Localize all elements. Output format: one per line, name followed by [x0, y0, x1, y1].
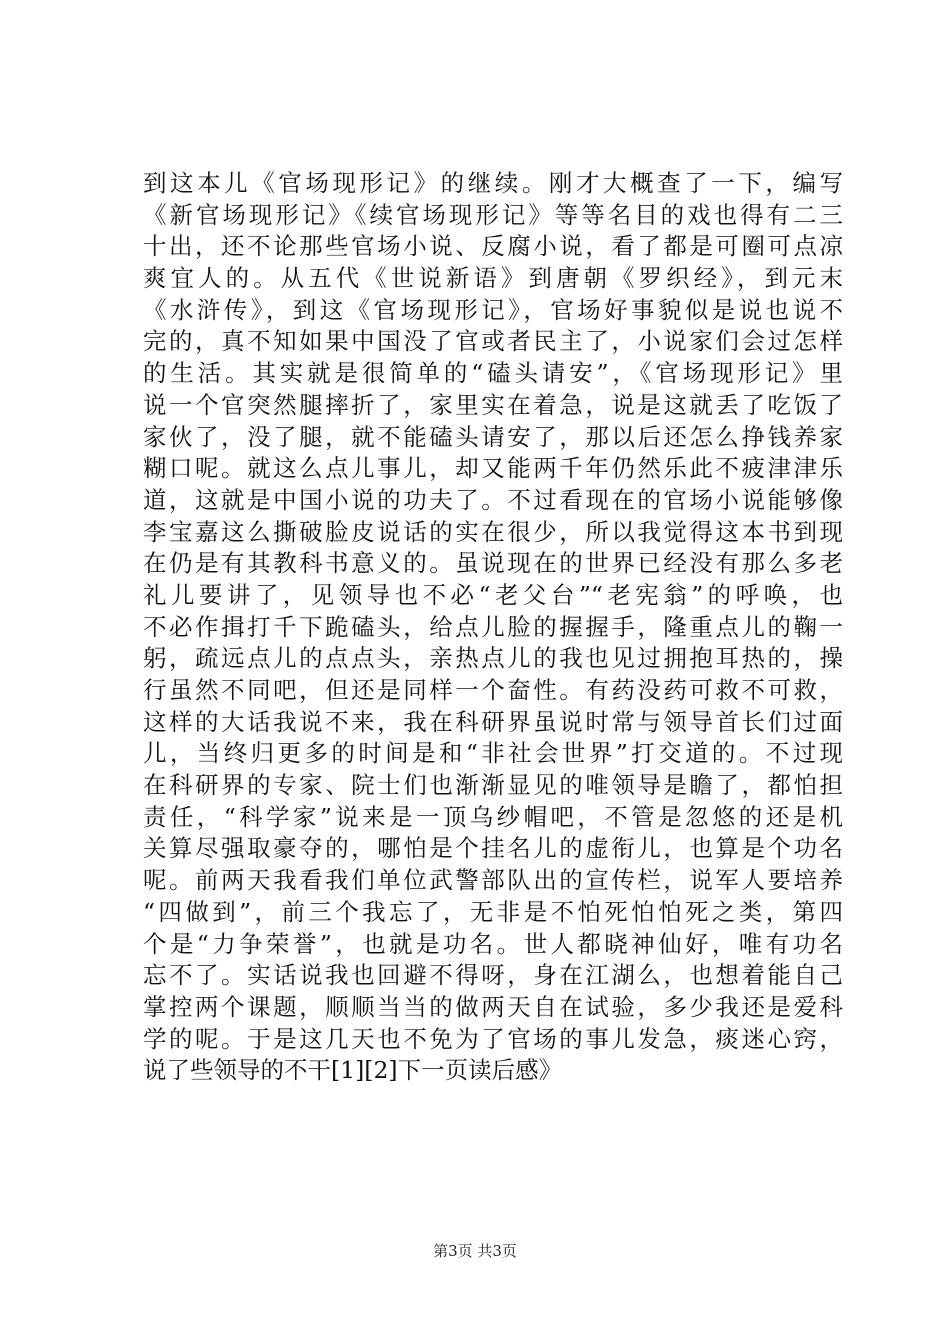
text-line: 《水浒传》，到这《官场现形记》，官场好事貌似是说也说不: [143, 295, 843, 324]
text-line: 到这本儿《官场现形记》的继续。刚才大概查了一下，编写: [143, 169, 843, 197]
page-footer: 第3页 共3页: [433, 1242, 517, 1260]
text-line: 掌控两个课题，顺顺当当的做两天自在试验，多少我还是爱科: [143, 992, 843, 1021]
text-line: 忘不了。实话说我也回避不得呀，身在江湖么，也想着能自己: [143, 961, 843, 990]
text-line-last: 说了些领导的不干[1][2]下一页读后感》: [143, 1056, 563, 1085]
text-line: 道，这就是中国小说的功夫了。不过看现在的官场小说能够像: [143, 485, 843, 514]
text-line: 的生活。其实就是很简单的“磕头请安”，《官场现形记》里: [143, 359, 843, 388]
text-line: 学的呢。于是这几天也不免为了官场的事儿发急，痰迷心窍，: [143, 1024, 843, 1053]
text-line: 呢。前两天我看我们单位武警部队出的宣传栏，说军人要培养: [143, 866, 843, 895]
text-line: 在仍是有其教科书意义的。虽说现在的世界已经没有那么多老: [143, 549, 843, 578]
text-line: 儿，当终归更多的时间是和“非社会世界”打交道的。不过现: [143, 739, 843, 768]
body-text: [143, 168, 843, 1087]
text-line: 家伙了，没了腿，就不能磕头请安了，那以后还怎么挣钱养家: [143, 422, 843, 451]
text-line: 不必作揖打千下跪磕头，给点儿脸的握握手，隆重点儿的鞠一: [143, 612, 843, 641]
text-line: 《新官场现形记》《续官场现形记》等等名目的戏也得有二三: [143, 200, 843, 229]
text-line: 责任，“科学家”说来是一顶乌纱帽吧，不管是忽悠的还是机: [143, 802, 843, 831]
text-line: 礼儿要讲了，见领导也不必“老父台”“老宪翁”的呼唤，也: [143, 580, 843, 609]
text-line: 糊口呢。就这么点儿事儿，却又能两千年仍然乐此不疲津津乐: [143, 454, 843, 483]
text-line: 在科研界的专家、院士们也渐渐显见的唯领导是瞻了，都怕担: [143, 771, 843, 800]
text-line: “四做到”，前三个我忘了，无非是不怕死怕怕死之类，第四: [143, 897, 843, 926]
text-line: 十出，还不论那些官场小说、反腐小说，看了都是可圈可点凉: [143, 232, 843, 261]
text-line: 爽宜人的。从五代《世说新语》到唐朝《罗织经》，到元末: [143, 264, 843, 293]
text-line: 躬，疏远点儿的点点头，亲热点儿的我也见过拥抱耳热的，操: [143, 644, 843, 673]
text-line: 李宝嘉这么撕破脸皮说话的实在很少，所以我觉得这本书到现: [143, 517, 843, 546]
text-line: 完的，真不知如果中国没了官或者民主了，小说家们会过怎样: [143, 327, 843, 356]
text-line: 说一个官突然腿摔折了，家里实在着急，说是这就丢了吃饭了: [143, 390, 843, 419]
text-line: 关算尽强取豪夺的，哪怕是个挂名儿的虚衔儿，也算是个功名: [143, 834, 843, 863]
text-line: 这样的大话我说不来，我在科研界虽说时常与领导首长们过面: [143, 707, 843, 736]
text-line: 行虽然不同吧，但还是同样一个奤性。有药没药可救不可救，: [143, 676, 843, 704]
text-line: 个是“力争荣誉”，也就是功名。世人都晓神仙好，唯有功名: [143, 929, 843, 958]
